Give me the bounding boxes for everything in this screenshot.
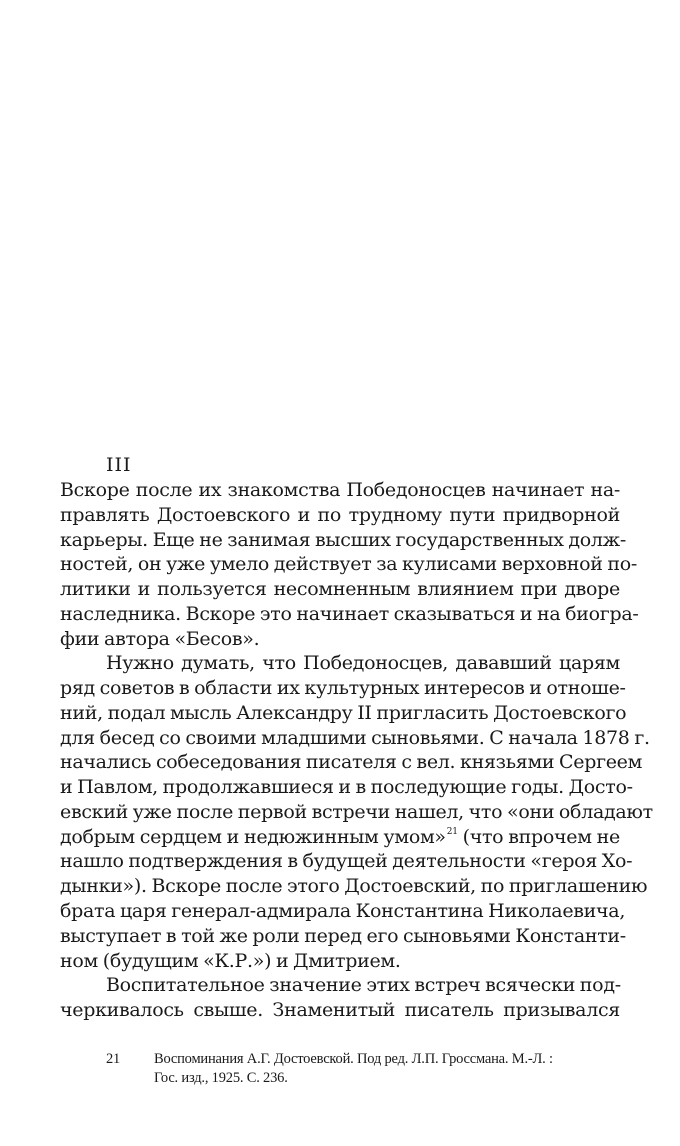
text-line: карьеры. Еще не занимая высших государственных долж-	[60, 528, 626, 551]
text-line: нашло подтверждения в будущей деятельности «героя Хо-	[60, 850, 633, 873]
text-line: выступает в той же роли перед его сыновьями Константи-	[60, 924, 626, 947]
section-number: III	[106, 454, 132, 476]
text-segment: добрым сердцем и недюжинным умом»	[60, 825, 446, 848]
text-line: наследника. Вскоре это начинает сказываться и на биогра-	[60, 602, 639, 625]
text-line: Вскоре после их знакомства Победоносцев начинает на-	[60, 479, 620, 501]
text-line: брата царя генерал-адмирала Константина Николаевича,	[60, 900, 626, 923]
text-line: евский уже после первой встречи нашел, что «они обладают	[60, 800, 653, 823]
footnote-line: Гос. изд., 1925. С. 236.	[154, 1070, 288, 1086]
text-line: дынки»). Вскоре после этого Достоевский, по приглашению	[60, 875, 648, 898]
text-line: ном (будущим «К.Р.») и Дмитрием.	[60, 949, 401, 972]
text-line: ряд советов в области их культурных интересов и отноше-	[60, 677, 626, 700]
text-line: начались собеседования писателя с вел. князьями Сергеем	[60, 751, 643, 774]
text-line: фии автора «Бесов».	[60, 627, 260, 650]
text-line: черкивалось свыше. Знаменитый писатель призывался	[60, 999, 620, 1022]
text-line: ний, подал мысль Александру II пригласить Достоевского	[60, 701, 627, 724]
body-text	[60, 478, 653, 1023]
text-line: Нужно думать, что Победоносцев, дававший царям	[106, 652, 620, 675]
text-line: правлять Достоевского и по трудному пути придворной	[60, 503, 620, 526]
footnote-reference[interactable]: 21	[446, 826, 458, 837]
footnote-text	[154, 1050, 624, 1088]
text-segment: (что впрочем не	[457, 825, 620, 848]
text-line: литики и пользуется несомненным влиянием при дворе	[60, 578, 620, 601]
text-line-with-footnote	[60, 825, 620, 850]
text-line: для бесед со своими младшими сыновьями. С начала 1878 г.	[60, 726, 650, 749]
text-line: ностей, он уже умело действует за кулисами верховной по-	[60, 553, 637, 576]
text-line: Воспитательное значение этих встреч всячески под-	[106, 974, 621, 997]
footnote-line: Воспоминания А.Г. Достоевской. Под ред. Л.П. Гроссмана. М.-Л. :	[154, 1051, 553, 1067]
footnote-number: 21	[106, 1051, 121, 1067]
text-line: и Павлом, продолжавшиеся и в последующие годы. Досто-	[60, 776, 633, 799]
